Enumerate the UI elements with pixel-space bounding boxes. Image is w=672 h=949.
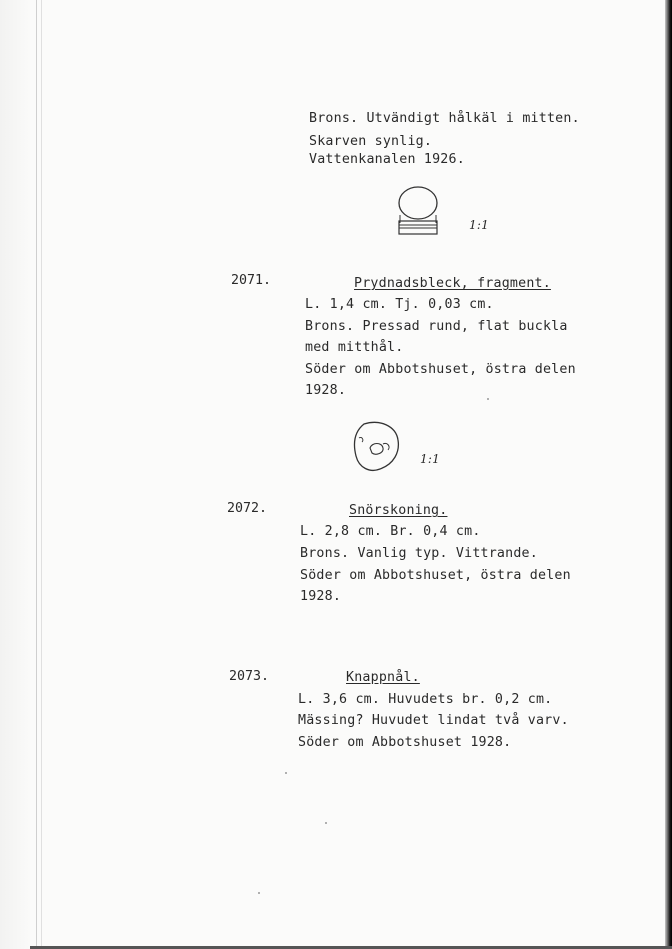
entry-title: Prydnadsbleck, fragment. — [354, 276, 551, 291]
page-edge — [665, 0, 672, 949]
text-line: Vattenkanalen 1926. — [309, 152, 465, 167]
fragment-sketch-figure — [350, 418, 410, 476]
text-line: L. 3,6 cm. Huvudets br. 0,2 cm. — [298, 692, 553, 707]
binding-shadow — [0, 0, 30, 949]
text-line: Söder om Abbotshuset, östra delen — [300, 568, 571, 583]
text-line: Skarven synlig. — [309, 134, 433, 149]
text-line: Brons. Pressad rund, flat buckla — [305, 319, 568, 334]
scan-speck — [325, 822, 327, 824]
scan-speck — [285, 772, 287, 774]
binding-line — [36, 0, 37, 949]
ring-sketch-figure — [395, 183, 447, 243]
text-line: Söder om Abbotshuset 1928. — [298, 735, 512, 750]
entry-number: 2073. — [229, 669, 270, 684]
text-line: med mitthål. — [305, 340, 404, 355]
entry-number: 2071. — [231, 273, 272, 288]
entry-number: 2072. — [227, 501, 268, 516]
text-line: 1928. — [300, 589, 342, 604]
text-line: Brons. Utvändigt hålkäl i mitten. — [309, 111, 580, 126]
text-line: Mässing? Huvudet lindat två varv. — [298, 713, 569, 728]
binding-line — [41, 0, 42, 949]
text-line: Söder om Abbotshuset, östra delen — [305, 362, 576, 377]
text-line: L. 1,4 cm. Tj. 0,03 cm. — [305, 297, 494, 312]
scan-speck — [487, 398, 489, 400]
text-line: L. 2,8 cm. Br. 0,4 cm. — [300, 524, 481, 539]
scan-speck — [258, 892, 260, 894]
scale-label: 1:1 — [420, 452, 440, 466]
text-line: 1928. — [305, 383, 347, 398]
entry-title: Snörskoning. — [349, 503, 448, 518]
scale-label: 1:1 — [469, 218, 489, 232]
text-line: Brons. Vanlig typ. Vittrande. — [300, 546, 538, 561]
entry-title: Knappnål. — [346, 670, 420, 685]
